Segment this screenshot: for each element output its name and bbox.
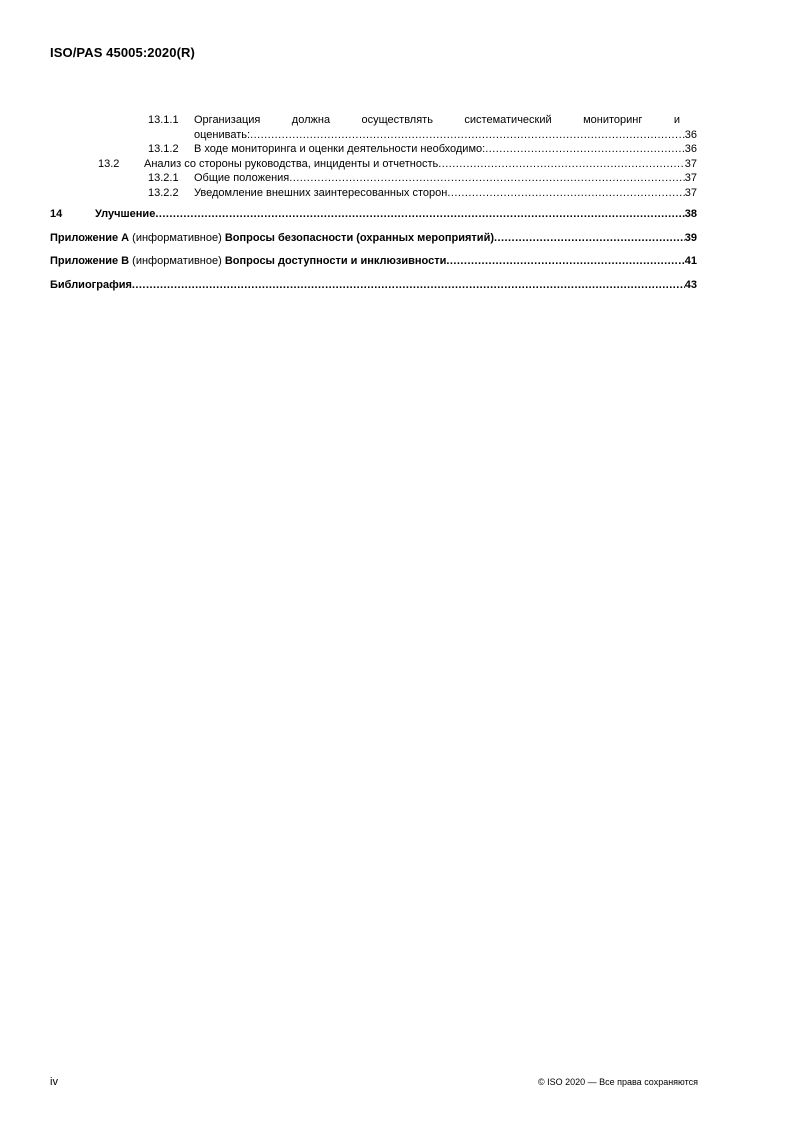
toc-entry-13-2[interactable] [50, 157, 697, 172]
toc-leader-dots [289, 171, 685, 186]
toc-page-number: 37 [684, 157, 697, 170]
toc-leader-dots [250, 128, 685, 143]
toc-annex-title: Вопросы доступности и инклюзивности [224, 255, 447, 267]
toc-annex-kind: (информативное) [132, 255, 222, 267]
toc-entry-13-1-1-cont[interactable] [194, 128, 697, 143]
toc-page-number: 36 [684, 128, 697, 141]
toc-entry-title: Улучшение [95, 208, 156, 220]
toc-annex-kind: (информативное) [132, 231, 222, 244]
toc-entry-annex-b[interactable] [50, 254, 697, 269]
toc-page-number: 36 [684, 143, 697, 155]
toc-entry-number: 13.2 [98, 157, 120, 170]
toc-entry-title: Библиография [50, 278, 132, 291]
toc-word: осуществлять [361, 114, 433, 126]
toc-entry-number: 13.1.1 [148, 114, 179, 126]
toc-entry-number: 14 [50, 208, 63, 220]
copyright-notice: © ISO 2020 — Все права сохраняются [537, 1077, 698, 1087]
toc-word: Организация [194, 114, 261, 126]
page-number: iv [50, 1076, 58, 1088]
toc-page-number: 39 [684, 231, 697, 244]
toc-word: должна [291, 114, 331, 126]
toc-annex-label: Приложение B [50, 255, 130, 267]
toc-leader-dots [485, 142, 685, 157]
toc-page-number: 41 [684, 255, 697, 267]
toc-word: систематический [464, 114, 552, 126]
toc-entry-title: В ходе мониторинга и оценки деятельности необходимо: [194, 143, 486, 155]
toc-entry-number: 13.1.2 [148, 143, 179, 155]
table-of-contents [50, 113, 697, 292]
toc-page-number: 37 [684, 172, 697, 184]
toc-page-number: 38 [684, 208, 697, 220]
toc-word: и [673, 114, 680, 126]
toc-word: мониторинг [583, 114, 643, 126]
toc-entry-title: Анализ со стороны руководства, инциденты и отчетность [144, 157, 439, 170]
toc-entry-title-line1 [194, 113, 680, 128]
toc-entry-13-2-2[interactable] [50, 186, 697, 201]
toc-entry-13-1-1[interactable] [50, 113, 697, 128]
toc-entry-13-1-2[interactable] [50, 142, 697, 157]
toc-entry-number: 13.2.1 [148, 172, 179, 184]
toc-entry-annex-a[interactable] [50, 231, 697, 246]
toc-entry-14[interactable] [50, 207, 697, 222]
toc-leader-dots [438, 157, 685, 172]
toc-entry-title: Уведомление внешних заинтересованных сторон [194, 186, 448, 199]
toc-leader-dots [155, 207, 684, 222]
toc-leader-dots [132, 278, 685, 293]
toc-leader-dots [446, 254, 684, 269]
toc-annex-label: Приложение A [50, 231, 130, 244]
toc-entry-13-2-1[interactable] [50, 171, 697, 186]
toc-entry-title-line2: оценивать: [194, 128, 251, 141]
toc-page-number: 43 [684, 278, 697, 291]
toc-entry-number: 13.2.2 [148, 186, 179, 199]
toc-leader-dots [494, 231, 685, 246]
toc-page-number: 37 [684, 186, 697, 199]
toc-entry-title: Общие положения [194, 172, 290, 184]
toc-entry-bibliography[interactable] [50, 278, 697, 293]
document-id: ISO/PAS 45005:2020(R) [50, 45, 195, 60]
toc-annex-title: Вопросы безопасности (охранных мероприятий) [224, 231, 494, 244]
toc-leader-dots [447, 186, 684, 201]
